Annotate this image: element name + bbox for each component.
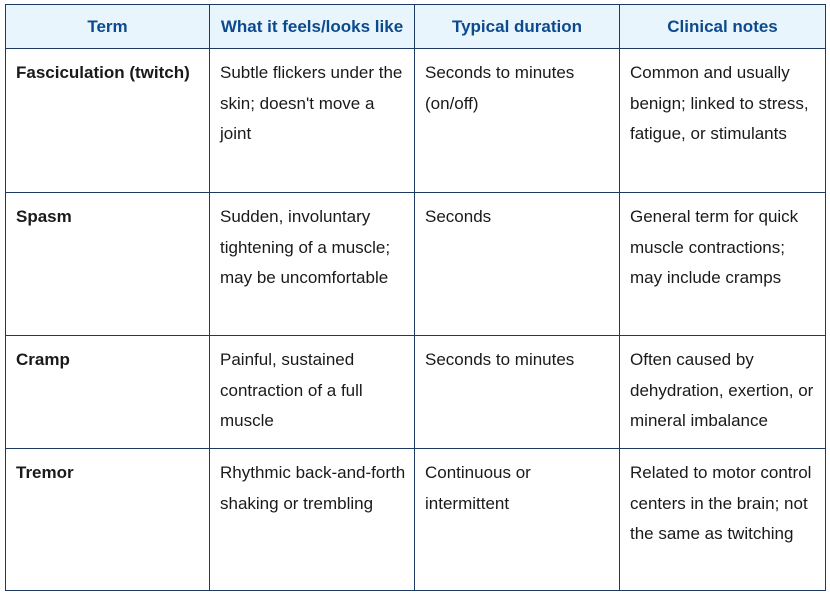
cell-notes: Often caused by dehydration, exertion, or mineral imbalance (620, 336, 826, 449)
comparison-table (5, 4, 826, 591)
header-feels-looks-like: What it feels/looks like (210, 5, 415, 49)
header-clinical-notes: Clinical notes (620, 5, 826, 49)
cell-feels: Rhythmic back-and-forth shaking or trembling (210, 449, 415, 591)
table-row (6, 49, 826, 193)
cell-term: Fasciculation (twitch) (6, 49, 210, 193)
cell-notes: General term for quick muscle contractions; may include cramps (620, 193, 826, 336)
header-term: Term (6, 5, 210, 49)
cell-term: Spasm (6, 193, 210, 336)
header-typical-duration: Typical duration (415, 5, 620, 49)
table-row (6, 449, 826, 591)
table-body (6, 49, 826, 591)
cell-feels: Sudden, involuntary tightening of a muscle; may be uncomfortable (210, 193, 415, 336)
cell-notes: Related to motor control centers in the brain; not the same as twitching (620, 449, 826, 591)
cell-duration: Seconds to minutes (415, 336, 620, 449)
cell-feels: Painful, sustained contraction of a full muscle (210, 336, 415, 449)
cell-duration: Continuous or intermittent (415, 449, 620, 591)
cell-duration: Seconds (415, 193, 620, 336)
cell-term: Cramp (6, 336, 210, 449)
cell-term: Tremor (6, 449, 210, 591)
header-row (6, 5, 826, 49)
cell-feels: Subtle flickers under the skin; doesn't move a joint (210, 49, 415, 193)
table-header (6, 5, 826, 49)
cell-notes: Common and usually benign; linked to stress, fatigue, or stimulants (620, 49, 826, 193)
cell-duration: Seconds to minutes (on/off) (415, 49, 620, 193)
table-row (6, 336, 826, 449)
table-row (6, 193, 826, 336)
